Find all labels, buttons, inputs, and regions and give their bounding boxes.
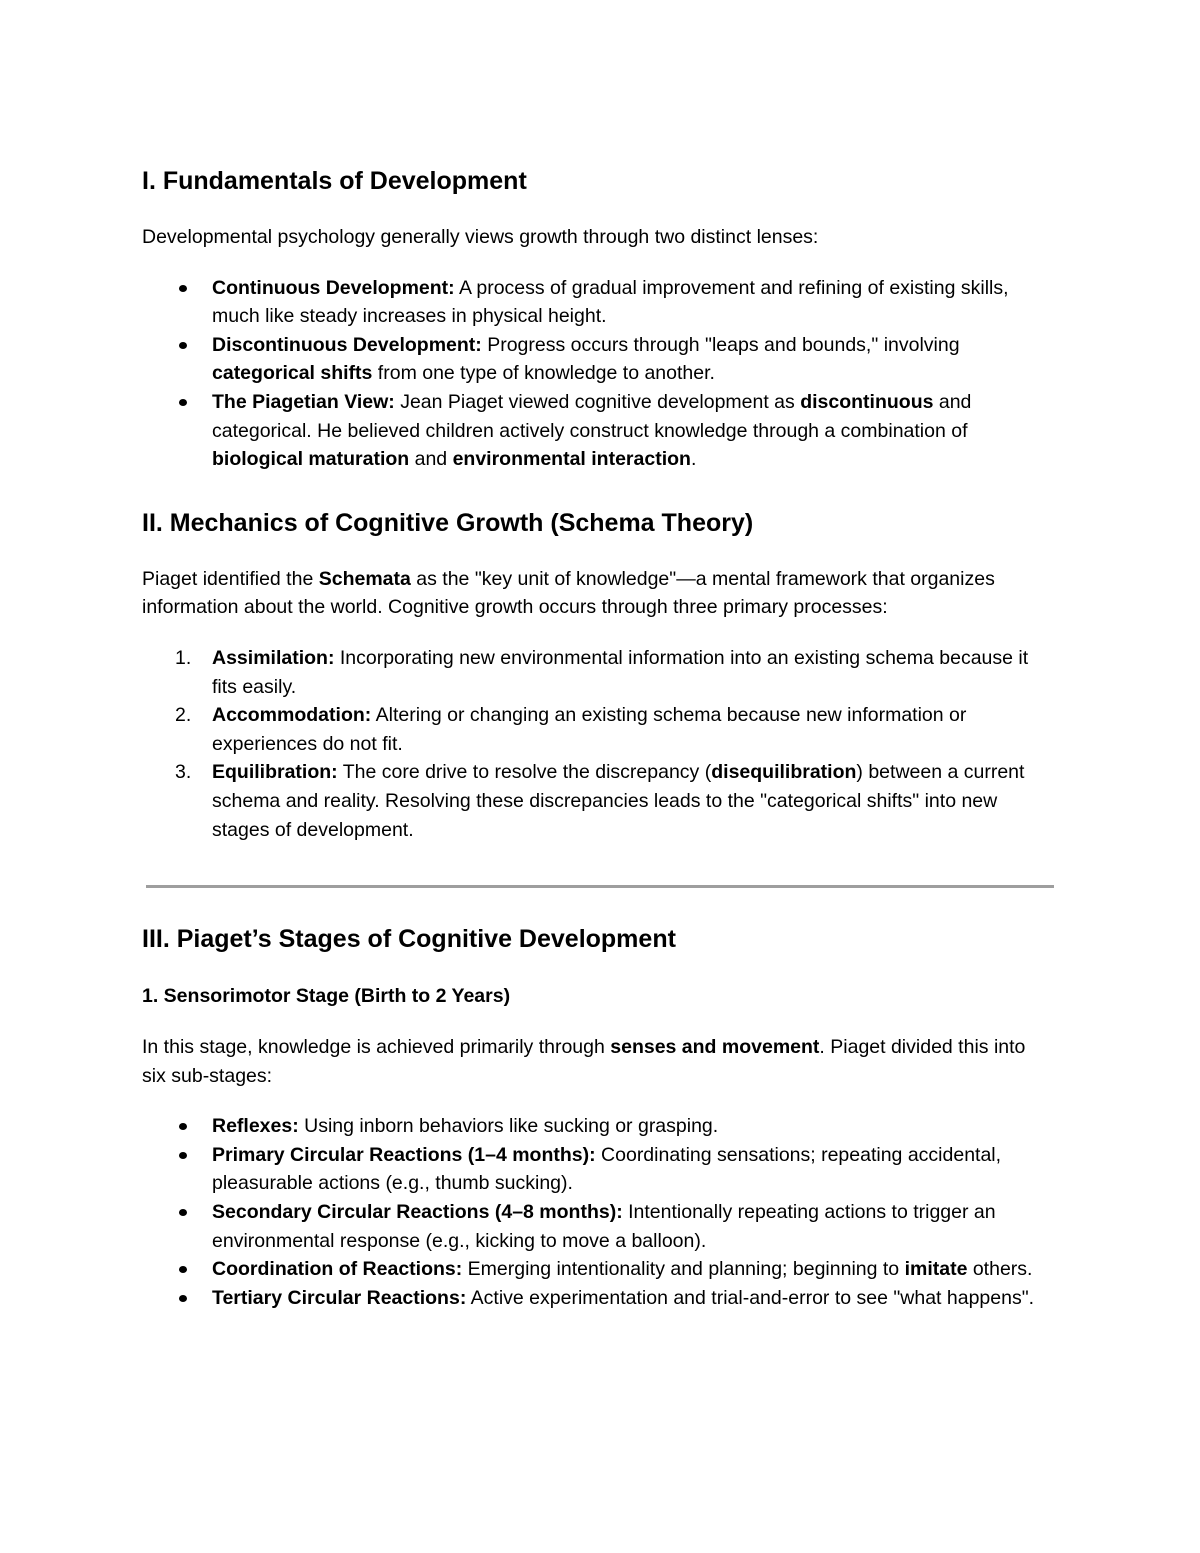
term-text: .	[690, 448, 697, 471]
numbered-list	[142, 644, 1054, 844]
list-item	[142, 1284, 1054, 1313]
horizontal-divider	[146, 885, 1054, 888]
section-intro: Developmental psychology generally views growth through two distinct lenses:	[142, 226, 819, 248]
emphasis: biological maturation	[212, 448, 410, 471]
term-text: from one type of knowledge to another.	[372, 362, 715, 385]
intro-text: Piaget identified the	[142, 567, 319, 590]
term-text: Intentionally repeating actions to trigger an environmental response (e.g., kicking to move a balloon).	[212, 1201, 996, 1252]
intro-text: In this stage, knowledge is achieved primarily through	[142, 1036, 611, 1059]
term-text: and categorical. He believed children actively construct knowledge through a combination of	[212, 390, 972, 442]
bullet-icon	[179, 1123, 187, 1130]
bullet-icon	[179, 399, 187, 406]
emphasis: imitate	[904, 1258, 968, 1281]
section-intro	[142, 1033, 1054, 1090]
section-intro	[142, 565, 1054, 622]
term-text: Incorporating new environmental information into an existing schema because it fits easily.	[212, 646, 1029, 698]
list-item	[142, 1112, 1054, 1141]
term-label: Primary Circular Reactions (1–4 months):	[212, 1143, 596, 1166]
term-label: Equilibration:	[212, 761, 338, 784]
term-text: Progress occurs through "leaps and bounds," involving	[481, 333, 960, 356]
list-item	[142, 758, 1054, 844]
term-text: Active experimentation and trial-and-error to see "what happens".	[466, 1286, 1035, 1309]
bullet-icon	[179, 1295, 187, 1302]
document-page	[142, 166, 1054, 1312]
emphasis: disequilibration	[711, 761, 857, 784]
list-number: 2.	[175, 704, 192, 727]
term-label: Continuous Development:	[212, 276, 455, 299]
bullet-icon	[179, 1152, 187, 1159]
emphasis: environmental interaction	[452, 448, 691, 471]
emphasis: discontinuous	[800, 390, 934, 413]
list-number: 3.	[175, 761, 192, 784]
term-label: Coordination of Reactions:	[212, 1258, 463, 1281]
list-item	[142, 701, 1054, 758]
term-label: Discontinuous Development:	[212, 333, 482, 356]
list-item	[142, 644, 1054, 701]
bullet-icon	[179, 1266, 187, 1273]
intro-text: . Piaget divided this into six sub-stages:	[142, 1036, 1026, 1087]
emphasis: categorical shifts	[212, 362, 373, 385]
bullet-icon	[179, 1209, 187, 1216]
term-text: ) between a current schema and reality. Resolving these discrepancies leads to the "categorical shifts" into new stages of development.	[212, 761, 1025, 841]
term-text: Using inborn behaviors like sucking or grasping.	[298, 1115, 719, 1138]
list-item	[142, 1141, 1054, 1198]
term-label: Assimilation:	[212, 646, 335, 669]
list-item	[142, 331, 1054, 388]
list-item	[142, 1198, 1054, 1255]
list-item	[142, 274, 1054, 331]
term-label: Reflexes:	[212, 1115, 299, 1138]
section-heading-mechanics: II. Mechanics of Cognitive Growth (Schema Theory)	[142, 508, 754, 537]
list-item	[142, 388, 1054, 474]
term-label: The Piagetian View:	[212, 390, 395, 413]
term-text: Coordinating sensations; repeating accidental, pleasurable actions (e.g., thumb sucking).	[212, 1143, 1002, 1195]
subsection-heading-sensorimotor: 1. Sensorimotor Stage (Birth to 2 Years)	[142, 985, 511, 1008]
list-number: 1.	[175, 646, 192, 669]
term-text: Altering or changing an existing schema because new information or experiences do not fit.	[212, 704, 967, 755]
section-heading-fundamentals: I. Fundamentals of Development	[142, 167, 527, 195]
section-heading-stages: III. Piaget’s Stages of Cognitive Development	[142, 925, 676, 954]
term-label: Secondary Circular Reactions (4–8 months):	[212, 1201, 623, 1224]
bullet-icon	[179, 285, 187, 292]
term-text: Emerging intentionality and planning; beginning to	[462, 1258, 905, 1281]
term-label: Accommodation:	[212, 704, 372, 727]
bullet-list	[142, 1112, 1054, 1312]
emphasis: Schemata	[318, 567, 411, 590]
term-text: others.	[967, 1258, 1033, 1281]
term-text: The core drive to resolve the discrepancy (	[337, 761, 712, 784]
term-label: Tertiary Circular Reactions:	[212, 1286, 467, 1309]
bullet-list	[142, 274, 1054, 474]
term-text: and	[409, 448, 453, 471]
term-text: A process of gradual improvement and refining of existing skills, much like steady increases in physical height.	[212, 276, 1009, 328]
term-text: Jean Piaget viewed cognitive development as	[394, 390, 801, 413]
list-item	[142, 1255, 1054, 1284]
intro-text: as the "key unit of knowledge"—a mental framework that organizes information about the world. Cognitive growth occurs through three primary processes:	[142, 567, 995, 619]
bullet-icon	[179, 342, 187, 349]
emphasis: senses and movement	[610, 1036, 820, 1059]
